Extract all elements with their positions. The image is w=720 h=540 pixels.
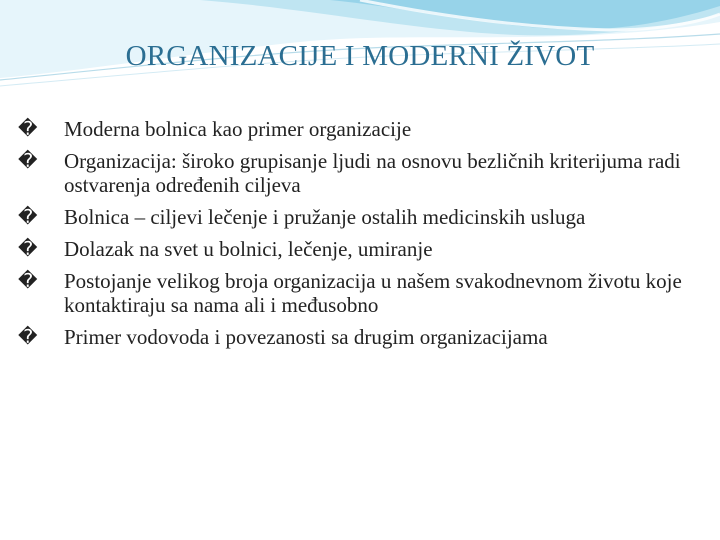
bullet-item xyxy=(18,205,708,229)
bullet-text: Postojanje velikog broja organizacija u našem svakodnevnom životu koje kontaktiraju sa nama ali i međusobno xyxy=(64,269,682,317)
bullet-marker-icon: � xyxy=(18,326,38,348)
bullet-item xyxy=(18,325,708,349)
bullet-text: Primer vodovoda i povezanosti sa drugim organizacijama xyxy=(64,325,548,349)
bullet-marker-icon: � xyxy=(18,270,38,292)
bullet-marker-icon: � xyxy=(18,150,38,172)
bullet-text: Moderna bolnica kao primer organizacije xyxy=(64,117,412,141)
bullet-marker-icon: � xyxy=(18,206,38,228)
bullet-list xyxy=(18,117,708,357)
bullet-marker-icon: � xyxy=(18,238,38,260)
bullet-text: Organizacija: široko grupisanje ljudi na osnovu bezličnih kriterijuma radi ostvarenja određenih ciljeva xyxy=(64,149,681,197)
slide-title: ORGANIZACIJE I MODERNI ŽIVOT xyxy=(125,40,595,72)
bullet-text: Bolnica – ciljevi lečenje i pružanje ostalih medicinskih usluga xyxy=(64,205,586,229)
bullet-marker-icon: � xyxy=(18,118,38,140)
bullet-item xyxy=(18,117,708,141)
bullet-item xyxy=(18,149,708,197)
bullet-text: Dolazak na svet u bolnici, lečenje, umiranje xyxy=(64,237,433,261)
bullet-item xyxy=(18,269,708,317)
bullet-item xyxy=(18,237,708,261)
